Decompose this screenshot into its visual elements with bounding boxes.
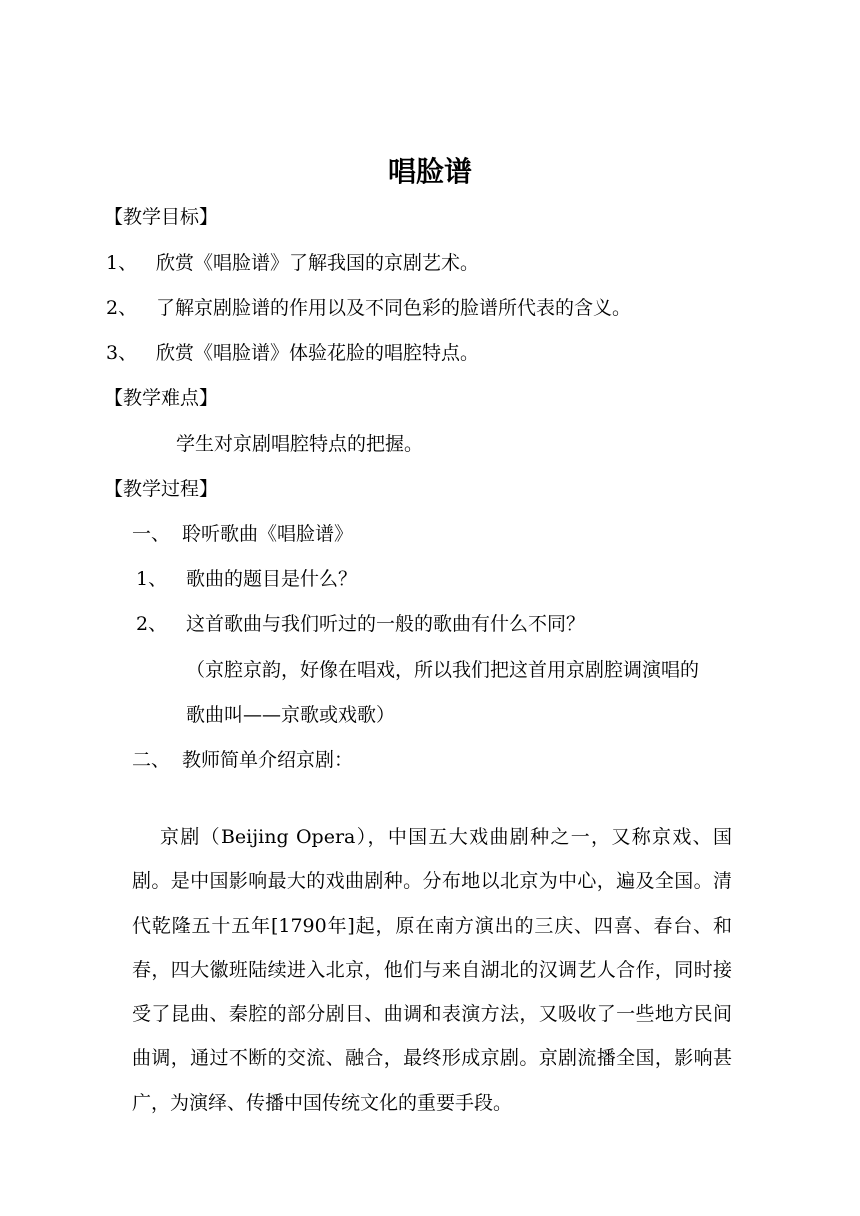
goal-number: 1、	[106, 252, 138, 274]
answer-line: 歌曲叫——京歌或戏歌）	[186, 704, 396, 726]
difficulty-text: 学生对京剧唱腔特点的把握。	[176, 433, 424, 455]
goal-number: 2、	[106, 297, 138, 319]
goal-number: 3、	[106, 342, 138, 364]
step-text: 教师简单介绍京剧：	[182, 749, 354, 771]
question-number: 1、	[136, 568, 168, 590]
step-text: 聆听歌曲《唱脸谱》	[182, 523, 354, 545]
goal-item	[106, 252, 479, 274]
page-title: 唱脸谱	[387, 155, 472, 188]
difficulty-heading: 【教学难点】	[104, 387, 219, 409]
question-item	[136, 568, 357, 590]
question-text: 这首歌曲与我们听过的一般的歌曲有什么不同？	[186, 613, 586, 635]
step-number: 一、	[132, 523, 171, 545]
opera-intro-paragraph	[132, 815, 732, 1125]
step-one	[132, 523, 353, 545]
question-text: 歌曲的题目是什么？	[186, 568, 358, 590]
step-two	[132, 749, 353, 771]
goal-text: 欣赏《唱脸谱》体验花脸的唱腔特点。	[156, 342, 480, 364]
paragraph-text: 京剧（Beijing Opera），中国五大戏曲剧种之一，又称京戏、国剧。是中国影响最大的戏曲剧种。分布地以北京为中心，遍及全国。清代乾隆五十五年[1790年]起，原在南方演出的三庆、四喜、春台、和春，四大徽班陆续进入北京，他们与来自湖北的汉调艺人合作，同时接受了昆曲、秦腔的部分剧目、曲调和表演方法，又吸收了一些地方民间曲调，通过不断的交流、融合，最终形成京剧。京剧流播全国，影响甚广，为演绎、传播中国传统文化的重要手段。	[132, 826, 732, 1114]
goal-text: 了解京剧脸谱的作用以及不同色彩的脸谱所代表的含义。	[156, 297, 632, 319]
process-heading: 【教学过程】	[104, 478, 219, 500]
goal-text: 欣赏《唱脸谱》了解我国的京剧艺术。	[156, 252, 480, 274]
goal-item	[106, 342, 479, 364]
question-number: 2、	[136, 613, 168, 635]
answer-line: （京腔京韵，好像在唱戏，所以我们把这首用京剧腔调演唱的	[186, 659, 700, 681]
step-number: 二、	[132, 749, 171, 771]
goal-item	[106, 297, 631, 319]
goals-heading: 【教学目标】	[104, 206, 219, 228]
question-item	[136, 613, 585, 635]
